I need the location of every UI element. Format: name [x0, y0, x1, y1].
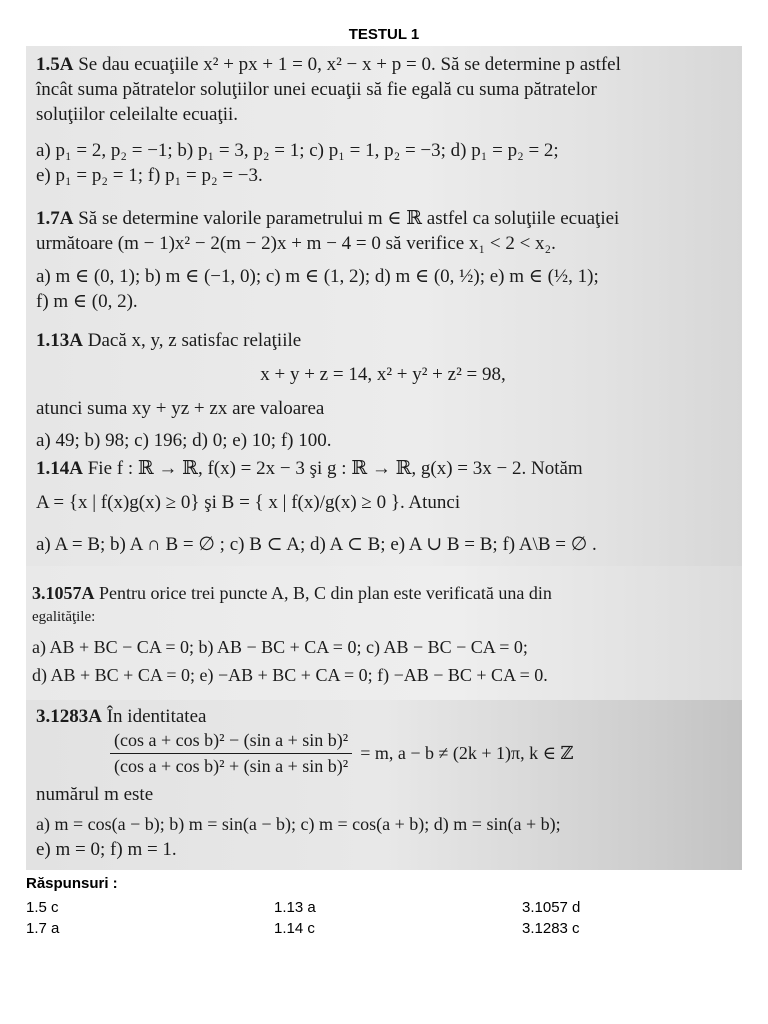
problem-1-7-options-1: a) m ∈ (0, 1); b) m ∈ (−1, 0); c) m ∈ (1, 2); d) m ∈ (0, ½); e) m ∈ (½, 1);	[36, 266, 599, 287]
problem-1-5-line-1	[36, 52, 730, 77]
problem-1-7-label: 1.7A	[36, 208, 74, 229]
scanned-problem-sheet-3	[26, 700, 742, 870]
problem-1-14-label: 1.14A	[36, 458, 83, 479]
problem-1-14-text: Fie f : ℝ → ℝ, f(x) = 2x − 3 şi g : ℝ → ℝ, g(x) = 3x − 2. Notăm	[87, 458, 583, 479]
problem-3-1283-options-1: a) m = cos(a − b); b) m = sin(a − b); c) m = cos(a + b); d) m = sin(a + b);	[36, 814, 561, 834]
answer-cell: 1.5 c	[26, 899, 59, 916]
problem-1-7-line-1	[36, 206, 730, 231]
problem-1-14-line-2: A = {x | f(x)g(x) ≥ 0} şi B = { x | f(x)/g(x) ≥ 0 }. Atunci	[36, 492, 461, 513]
problem-1-5-text: Se dau ecuaţiile x² + px + 1 = 0, x² − x + p = 0. Să se determine p astfel	[78, 54, 621, 75]
scanned-problem-sheet-1	[26, 46, 742, 566]
formula-rhs: = m, a − b ≠ (2k + 1)π, k ∈ ℤ	[360, 743, 574, 763]
answer-cell: 3.1283 c	[522, 920, 580, 937]
problem-3-1057-line-1	[32, 582, 732, 604]
problem-1-14-line-1	[36, 456, 730, 481]
problem-3-1057-options-2: d) AB + BC + CA = 0; e) −AB + BC + CA = 0; f) −AB − BC + CA = 0.	[32, 665, 548, 685]
problem-3-1283-text: În identitatea	[106, 706, 207, 727]
fraction-numerator: (cos a + cos b)² − (sin a + sin b)²	[114, 730, 349, 750]
scanned-problem-sheet-2	[26, 566, 742, 700]
problem-1-14-options: a) A = B; b) A ∩ B = ∅ ; c) B ⊂ A; d) A ⊂ B; e) A ∪ B = B; f) A\B = ∅ .	[36, 534, 597, 555]
answer-cell: 3.1057 d	[522, 899, 581, 916]
problem-3-1057-text: Pentru orice trei puncte A, B, C din plan este verificată una din	[99, 583, 552, 603]
answer-cell: 1.14 c	[274, 920, 315, 937]
problem-3-1283-label: 3.1283A	[36, 706, 102, 727]
problem-1-5-options-1: a) p₁ = 2, p₂ = −1; b) p₁ = 3, p₂ = 1; c) p₁ = 1, p₂ = −3; d) p₁ = p₂ = 2;	[36, 140, 559, 161]
fraction	[110, 730, 352, 777]
problem-1-13-line-2: atunci suma xy + yz + zx are valoarea	[36, 398, 325, 419]
problem-1-5-line-2: încât suma pătratelor soluţiilor unei ecuaţii să fie egală cu suma pătratelor	[36, 79, 597, 100]
problem-1-5-options-2: e) p₁ = p₂ = 1; f) p₁ = p₂ = −3.	[36, 165, 263, 186]
fraction-bar	[110, 753, 352, 754]
answer-cell: 1.7 a	[26, 920, 60, 937]
problem-3-1283-line-1	[36, 704, 730, 729]
page-title: TESTUL 1	[348, 26, 420, 43]
problem-1-13-text: Dacă x, y, z satisfac relaţiile	[87, 330, 302, 351]
problem-1-7-line-2: următoare (m − 1)x² − 2(m − 2)x + m − 4 = 0 să verifice x₁ < 2 < x₂.	[36, 233, 556, 254]
problem-1-13-formula: x + y + z = 14, x² + y² + z² = 98,	[260, 364, 506, 385]
answers-row	[26, 918, 706, 939]
problem-3-1283-line-2: numărul m este	[36, 784, 154, 805]
fraction-denominator: (cos a + cos b)² + (sin a + sin b)²	[114, 756, 349, 776]
problem-1-13-options: a) 49; b) 98; c) 196; d) 0; e) 10; f) 100.	[36, 430, 332, 451]
problem-1-5-line-3: soluţiilor celeilalte ecuaţii.	[36, 104, 239, 125]
answers-title: Răspunsuri :	[26, 875, 118, 892]
problem-1-7-text: Să se determine valorile parametrului m ∈ ℝ astfel ca soluţiile ecuaţiei	[78, 208, 620, 229]
answers-row	[26, 897, 706, 918]
problem-3-1283-options-2: e) m = 0; f) m = 1.	[36, 839, 177, 860]
problem-3-1283-formula	[110, 730, 574, 777]
problem-1-7-options-2: f) m ∈ (0, 2).	[36, 291, 138, 312]
problem-1-13-line-1	[36, 328, 730, 353]
problem-1-13-label: 1.13A	[36, 330, 83, 351]
answer-cell: 1.13 a	[274, 899, 316, 916]
problem-3-1057-label: 3.1057A	[32, 583, 95, 603]
problem-3-1057-line-2: egalităţile:	[32, 609, 96, 625]
problem-3-1057-options-1: a) AB + BC − CA = 0; b) AB − BC + CA = 0; c) AB − BC − CA = 0;	[32, 637, 528, 657]
problem-1-5-label: 1.5A	[36, 54, 74, 75]
answers-table	[26, 897, 706, 939]
